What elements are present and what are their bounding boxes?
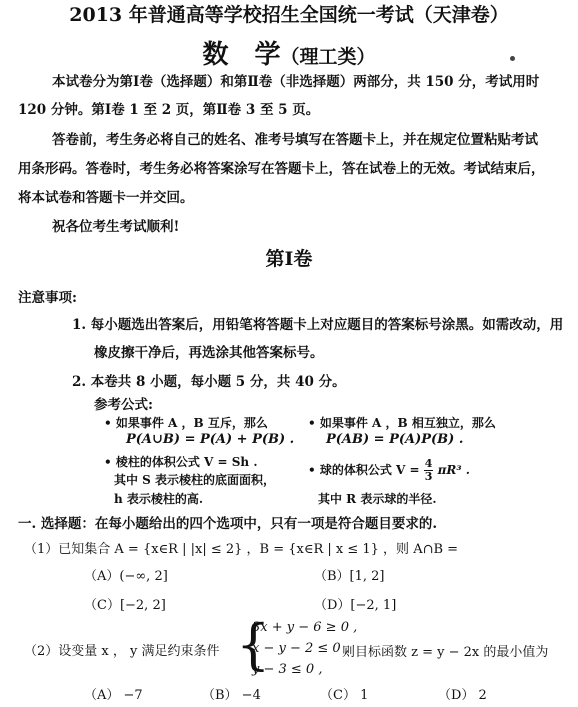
question-2-stem-right: 则目标函数 z = y − 2x 的最小值为 [342, 645, 549, 660]
intro-line-5: 将本试卷和答题卡一并交回。 [18, 190, 194, 206]
question-2-option-c: （C） 1 [320, 688, 369, 703]
formula-4-text: • 球的体积公式 V = [308, 463, 420, 477]
constraint-3: y − 3 ≤ 0 , [252, 662, 323, 677]
question-1-option-c: （C）[−2, 2] [84, 598, 166, 613]
fraction-numerator: 4 [424, 457, 433, 470]
question-1-stem: （1）已知集合 A = {x∈R | |x| ≤ 2} ，B = {x∈R | x ≤ 1} ，则 A∩B = [24, 542, 459, 557]
exam-title: 2013 年普通高等学校招生全国统一考试（天津卷） [69, 4, 509, 26]
intro-line-3: 答卷前，考生务必将自己的姓名、准考号填写在答题卡上，并在规定位置粘贴考试 [52, 132, 538, 148]
formula-2-text: • 如果事件 A ，B 相互独立，那么 [308, 416, 496, 430]
constraint-2: x − y − 2 ≤ 0 , [252, 641, 349, 656]
notes-heading: 注意事项: [18, 290, 77, 306]
subject-heading [0, 34, 578, 71]
fraction-denominator: 3 [424, 470, 433, 483]
formula-2-math: P(AB) = P(A)P(B) . [326, 432, 464, 447]
question-1-option-a: （A）(−∞, 2] [84, 569, 168, 584]
subject-type: （理工类） [280, 46, 376, 68]
question-2-stem-left: （2）设变量 x ， y 满足约束条件 [24, 644, 220, 659]
note-1-line-a: 1. 每小题选出答案后，用铅笔将答题卡上对应题目的答案标号涂黑。如需改动，用 [72, 317, 564, 333]
question-2-option-a: （A） −7 [84, 688, 143, 703]
formula-4-fraction [424, 458, 434, 483]
intro-line-1: 本试卷分为第Ⅰ卷（选择题）和第Ⅱ卷（非选择题）两部分，共 150 分，考试用时 [52, 74, 540, 90]
reference-heading: 参考公式: [94, 397, 153, 413]
scan-speck [510, 56, 515, 61]
question-1-option-d: （D）[−2, 1] [314, 598, 397, 613]
formula-3-text: • 棱柱的体积公式 V = Sh . [104, 455, 258, 469]
formula-3-sub-1: 其中 S 表示棱柱的底面面积， [114, 473, 276, 487]
note-2: 2. 本卷共 8 小题，每小题 5 分，共 40 分。 [72, 374, 346, 390]
intro-line-2: 120 分钟。第Ⅰ卷 1 至 2 页，第Ⅱ卷 3 至 5 页。 [18, 102, 320, 118]
intro-line-4: 用条形码。答卷时，考生务必将答案涂写在答题卡上，答在试卷上的无效。考试结束后， [18, 161, 545, 177]
part-one-title: 第Ⅰ卷 [265, 248, 313, 270]
question-2-option-d: （D） 2 [438, 688, 487, 703]
subject-name: 数 学 [202, 40, 281, 70]
section-one-heading: 一. 选择题：在每小题给出的四个选项中，只有一项是符合题目要求的. [18, 516, 438, 532]
formula-1-math: P(A∪B) = P(A) + P(B) . [126, 432, 295, 447]
question-2-option-b: （B） −4 [202, 688, 261, 703]
formula-4-sub: 其中 R 表示球的半径. [318, 492, 437, 506]
constraint-brace: { [236, 613, 271, 676]
constraint-1: 3x + y − 6 ≥ 0 , [252, 620, 358, 635]
formula-3-sub-2: h 表示棱柱的高. [114, 492, 204, 506]
note-1-line-b: 橡皮擦干净后，再选涂其他答案标号。 [94, 345, 324, 361]
formula-4-tail: πR³ . [437, 463, 470, 477]
formula-1-text: • 如果事件 A ，B 互斥，那么 [104, 416, 268, 430]
formula-4 [308, 458, 470, 483]
question-1-option-b: （B）[1, 2] [314, 569, 385, 584]
wish-text: 祝各位考生考试顺利! [52, 219, 180, 235]
